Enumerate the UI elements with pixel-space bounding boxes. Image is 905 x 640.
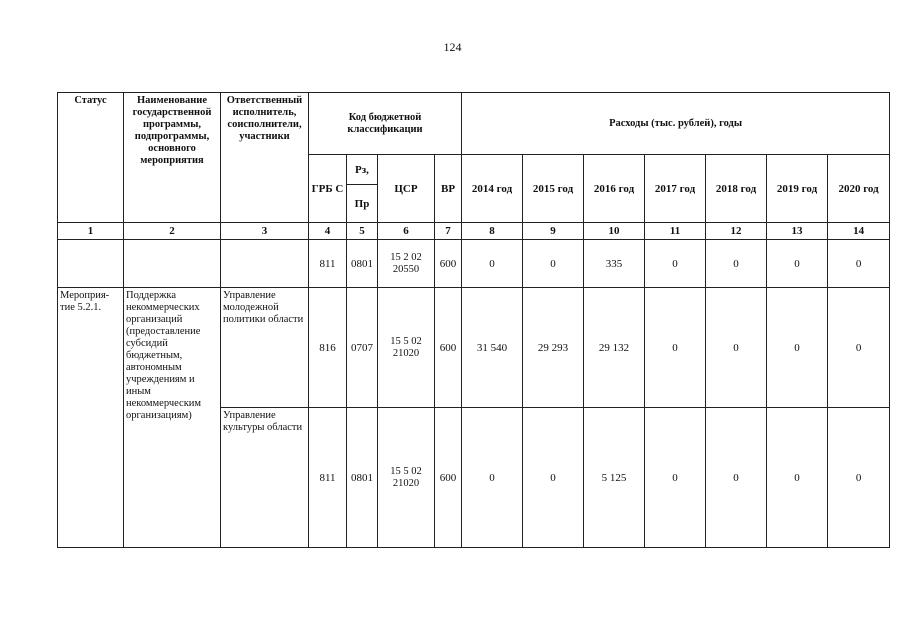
value-cell: 0 bbox=[706, 408, 767, 548]
value-cell: 335 bbox=[584, 240, 645, 288]
vr-cell: 600 bbox=[435, 408, 462, 548]
column-number: 13 bbox=[767, 223, 828, 240]
column-number: 12 bbox=[706, 223, 767, 240]
column-number: 14 bbox=[828, 223, 890, 240]
status-cell: Мероприя-тие 5.2.1. bbox=[58, 288, 124, 548]
column-number: 10 bbox=[584, 223, 645, 240]
header-budget-code: Код бюджетной классификации bbox=[309, 93, 462, 155]
csr-cell: 15 5 02 21020 bbox=[378, 288, 435, 408]
value-cell: 0 bbox=[828, 288, 890, 408]
value-cell: 0 bbox=[767, 288, 828, 408]
rzpr-cell: 0801 bbox=[347, 240, 378, 288]
value-cell: 0 bbox=[706, 288, 767, 408]
header-status: Статус bbox=[58, 93, 124, 223]
rzpr-cell: 0801 bbox=[347, 408, 378, 548]
value-cell: 0 bbox=[645, 408, 706, 548]
header-year: 2015 год bbox=[523, 155, 584, 223]
csr-cell: 15 5 02 21020 bbox=[378, 408, 435, 548]
vr-cell: 600 bbox=[435, 288, 462, 408]
value-cell: 0 bbox=[462, 240, 523, 288]
header-program-name: Наименование государственной программы, подпрограммы, основного мероприятия bbox=[124, 93, 221, 223]
header-year: 2016 год bbox=[584, 155, 645, 223]
value-cell: 0 bbox=[767, 240, 828, 288]
value-cell: 0 bbox=[767, 408, 828, 548]
column-number: 5 bbox=[347, 223, 378, 240]
header-rz: Рз, bbox=[347, 155, 378, 185]
responsible-cell: Управление молодежной политики области bbox=[221, 288, 309, 408]
header-year: 2017 год bbox=[645, 155, 706, 223]
value-cell: 0 bbox=[645, 240, 706, 288]
column-number: 8 bbox=[462, 223, 523, 240]
vr-cell: 600 bbox=[435, 240, 462, 288]
grbs-cell: 816 bbox=[309, 288, 347, 408]
column-number: 7 bbox=[435, 223, 462, 240]
program-name-cell: Поддержка некоммерческих организаций (предоставление субсидий бюджетным, автономным учреждениям и иным некоммерческим организациям) bbox=[124, 288, 221, 548]
value-cell: 0 bbox=[706, 240, 767, 288]
value-cell: 0 bbox=[828, 408, 890, 548]
responsible-cell bbox=[221, 240, 309, 288]
value-cell: 0 bbox=[523, 408, 584, 548]
header-expenses: Расходы (тыс. рублей), годы bbox=[462, 93, 890, 155]
value-cell: 0 bbox=[462, 408, 523, 548]
value-cell: 5 125 bbox=[584, 408, 645, 548]
value-cell: 29 293 bbox=[523, 288, 584, 408]
column-number: 11 bbox=[645, 223, 706, 240]
page-number: 124 bbox=[443, 40, 462, 54]
column-number: 6 bbox=[378, 223, 435, 240]
column-number: 4 bbox=[309, 223, 347, 240]
header-vr: ВР bbox=[435, 155, 462, 223]
csr-cell: 15 2 02 20550 bbox=[378, 240, 435, 288]
value-cell: 0 bbox=[523, 240, 584, 288]
column-number: 1 bbox=[58, 223, 124, 240]
table-row bbox=[58, 288, 890, 408]
value-cell: 29 132 bbox=[584, 288, 645, 408]
column-number: 3 bbox=[221, 223, 309, 240]
rzpr-cell: 0707 bbox=[347, 288, 378, 408]
value-cell: 0 bbox=[828, 240, 890, 288]
header-csr: ЦСР bbox=[378, 155, 435, 223]
column-number: 2 bbox=[124, 223, 221, 240]
grbs-cell: 811 bbox=[309, 408, 347, 548]
responsible-cell: Управление культуры области bbox=[221, 408, 309, 548]
value-cell: 31 540 bbox=[462, 288, 523, 408]
header-year: 2014 год bbox=[462, 155, 523, 223]
column-number: 9 bbox=[523, 223, 584, 240]
header-year: 2019 год bbox=[767, 155, 828, 223]
table-row bbox=[58, 240, 890, 288]
header-year: 2020 год bbox=[828, 155, 890, 223]
header-year: 2018 год bbox=[706, 155, 767, 223]
header-grbs: ГРБ С bbox=[309, 155, 347, 223]
program-name-cell bbox=[124, 240, 221, 288]
header-pr: Пр bbox=[347, 185, 378, 223]
status-cell bbox=[58, 240, 124, 288]
grbs-cell: 811 bbox=[309, 240, 347, 288]
header-responsible: Ответственный исполнитель, соисполнители, участники bbox=[221, 93, 309, 223]
value-cell: 0 bbox=[645, 288, 706, 408]
budget-table bbox=[57, 92, 890, 548]
